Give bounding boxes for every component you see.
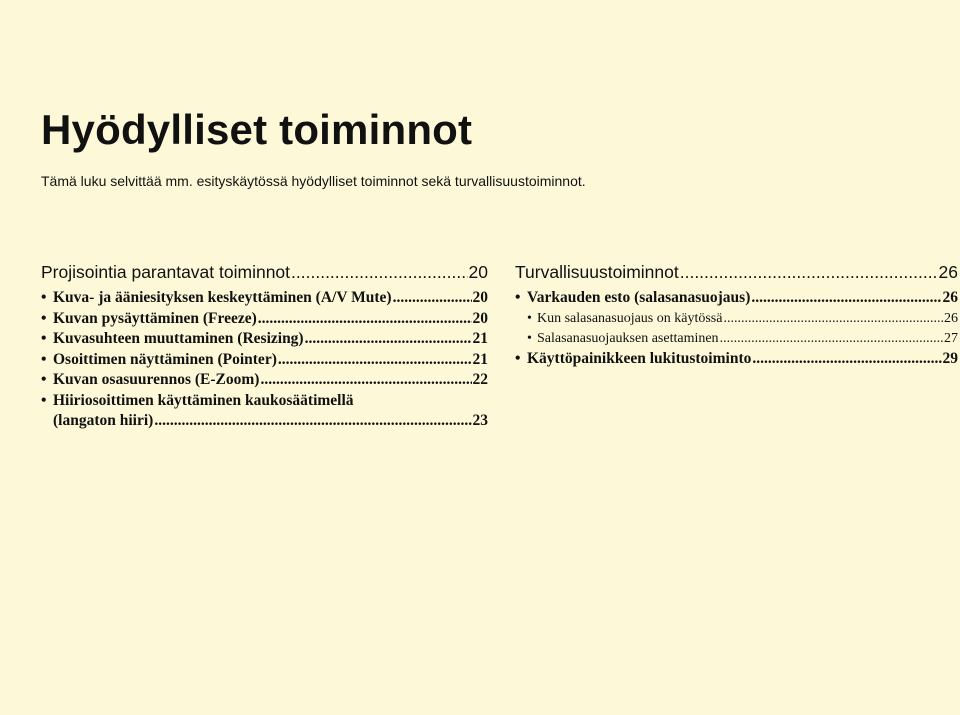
toc-page-number: 20 xyxy=(472,309,488,327)
toc-item-label: Kuvasuhteen muuttaminen (Resizing) xyxy=(53,330,304,347)
leader-dots xyxy=(258,309,472,330)
toc-subitem-password-enabled[interactable] xyxy=(515,309,958,329)
toc-item-av-mute[interactable] xyxy=(41,288,488,309)
bullet-icon: • xyxy=(41,350,47,368)
toc-page-number: 27 xyxy=(944,330,958,346)
bullet-icon: • xyxy=(41,309,47,327)
leader-dots xyxy=(291,261,468,283)
page-title: Hyödylliset toiminnot xyxy=(41,106,473,153)
toc-right xyxy=(515,261,958,369)
bullet-icon: • xyxy=(41,391,47,409)
bullet-icon: • xyxy=(41,330,47,347)
toc-heading-security[interactable] xyxy=(515,261,958,283)
toc-page-number: 26 xyxy=(942,289,958,306)
toc-item-label: Kuvan pysäyttäminen (Freeze) xyxy=(53,309,257,327)
bullet-icon: • xyxy=(515,349,521,367)
toc-page-number: 22 xyxy=(472,371,488,388)
leader-dots xyxy=(305,329,472,350)
toc-subitem-password-setup[interactable] xyxy=(515,329,958,349)
toc-page-number: 21 xyxy=(472,330,488,347)
toc-item-label: Osoittimen näyttäminen (Pointer) xyxy=(53,350,277,368)
toc-heading-projection[interactable] xyxy=(41,261,488,283)
leader-dots xyxy=(751,288,941,309)
toc-item-label: Salasanasuojauksen asettaminen xyxy=(537,330,719,346)
toc-item-button-lock[interactable] xyxy=(515,349,958,370)
toc-item-label: Käyttöpainikkeen lukitustoiminto xyxy=(527,349,752,367)
leader-dots xyxy=(154,411,471,432)
toc-item-label-continued: (langaton hiiri) xyxy=(53,412,154,429)
toc-item-pointer[interactable] xyxy=(41,350,488,371)
toc-item-resizing[interactable] xyxy=(41,329,488,350)
toc-heading-label: Projisointia parantavat toiminnot xyxy=(41,262,291,282)
toc-page-number: 21 xyxy=(472,350,488,368)
toc-page-number: 26 xyxy=(938,262,958,282)
toc-page-number: 20 xyxy=(468,262,488,282)
bullet-icon: • xyxy=(527,310,532,326)
toc-item-e-zoom[interactable] xyxy=(41,370,488,391)
toc-item-wireless-mouse[interactable] xyxy=(41,391,488,432)
toc-item-label: Hiiriosoittimen käyttäminen kaukosäätimellä xyxy=(53,391,354,409)
toc-item-label: Varkauden esto (salasanasuojaus) xyxy=(527,289,751,306)
toc-item-label: Kun salasanasuojaus on käytössä xyxy=(537,310,723,326)
intro-text: Tämä luku selvittää mm. esityskäytössä hyödylliset toiminnot sekä turvallisuustoiminnot. xyxy=(41,173,586,189)
toc-heading-label: Turvallisuustoiminnot xyxy=(515,262,679,282)
toc-page-number: 20 xyxy=(472,289,488,306)
leader-dots xyxy=(278,350,472,371)
leader-dots xyxy=(752,349,941,370)
leader-dots xyxy=(260,370,471,391)
toc-page-number: 23 xyxy=(472,412,488,429)
bullet-icon: • xyxy=(41,371,47,388)
leader-dots xyxy=(680,261,938,283)
toc-left xyxy=(41,261,488,432)
bullet-icon: • xyxy=(515,289,521,306)
toc-item-label: Kuvan osasuurennos (E-Zoom) xyxy=(53,371,260,388)
toc-page-number: 29 xyxy=(942,349,958,367)
bullet-icon: • xyxy=(527,330,532,346)
leader-dots xyxy=(723,309,943,329)
leader-dots xyxy=(393,288,472,309)
toc-item-freeze[interactable] xyxy=(41,309,488,330)
bullet-icon: • xyxy=(41,289,47,306)
toc-page-number: 26 xyxy=(944,310,958,326)
toc-item-label: Kuva- ja ääniesityksen keskeyttäminen (A/V Mute) xyxy=(53,289,392,306)
leader-dots xyxy=(720,329,943,349)
toc-item-theft-prevention[interactable] xyxy=(515,288,958,309)
